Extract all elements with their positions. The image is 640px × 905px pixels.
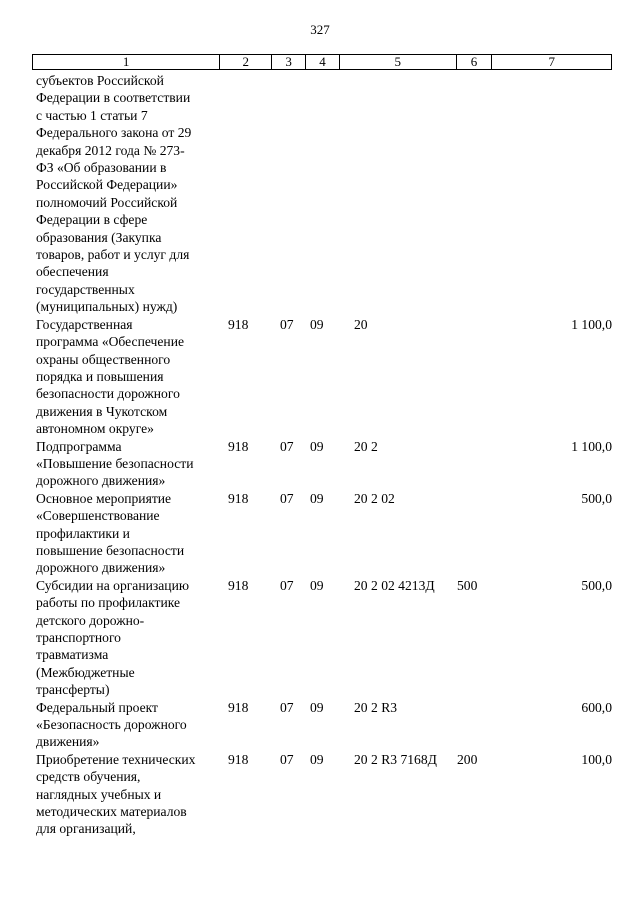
row-section: 07 <box>280 438 294 454</box>
row-expense-type <box>457 438 493 490</box>
table-row <box>32 699 612 751</box>
row-subsection: 09 <box>310 751 324 767</box>
row-section: 07 <box>280 577 294 593</box>
row-name: Государственная программа «Обеспечение охраны общественного порядка и повышения безопасности дорожного движения в Чукотском автономном округе» <box>36 316 184 437</box>
row-subsection <box>306 72 340 316</box>
table-header-row <box>32 54 612 70</box>
row-amount: 1 100,0 <box>571 316 612 332</box>
row-expense-type <box>457 490 493 577</box>
row-admin-code: 918 <box>228 316 249 332</box>
row-admin-code: 918 <box>228 577 249 593</box>
row-expense-type: 500 <box>457 577 478 593</box>
row-name: Подпрограмма «Повышение безопасности дорожного движения» <box>36 438 194 489</box>
row-name: Федеральный проект «Безопасность дорожного движения» <box>36 699 187 750</box>
column-header-6: 6 <box>457 55 493 69</box>
row-amount: 500,0 <box>581 490 612 506</box>
row-amount: 100,0 <box>581 751 612 767</box>
row-target-article: 20 2 02 <box>354 490 395 506</box>
row-amount: 1 100,0 <box>571 438 612 454</box>
row-section <box>272 72 306 316</box>
row-name: Приобретение технических средств обучения, наглядных учебных и методических материалов для организаций, <box>36 751 196 837</box>
row-target-article: 20 2 <box>354 438 378 454</box>
row-subsection: 09 <box>310 699 324 715</box>
row-section: 07 <box>280 316 294 332</box>
row-subsection: 09 <box>310 316 324 332</box>
table-row <box>32 316 612 438</box>
row-target-article: 20 <box>354 316 368 332</box>
row-expense-type <box>457 316 493 438</box>
column-header-2: 2 <box>220 55 272 69</box>
table-row <box>32 490 612 577</box>
row-target-article: 20 2 02 4213Д <box>354 577 435 593</box>
page-number: 327 <box>310 22 330 37</box>
row-admin-code <box>220 72 272 316</box>
table-row <box>32 577 612 699</box>
row-section: 07 <box>280 699 294 715</box>
row-name: Основное мероприятие «Совершенствование профилактики и повышение безопасности дорожного движения» <box>36 490 185 576</box>
table-row <box>32 72 612 316</box>
row-amount: 500,0 <box>581 577 612 593</box>
row-admin-code: 918 <box>228 699 249 715</box>
row-amount: 600,0 <box>581 699 612 715</box>
column-header-7: 7 <box>548 54 555 69</box>
row-name: субъектов Российской Федерации в соответствии с частью 1 статьи 7 Федерального закона от 29 декабря 2012 года № 273- ФЗ «Об образовании в Российской Федерации» полномочий Российской Федерации в сфере образования (Закупка товаров, работ и услуг для обеспечения государственных (муниципальных) нужд) <box>36 73 192 315</box>
row-admin-code: 918 <box>228 751 249 767</box>
row-section: 07 <box>280 490 294 506</box>
row-subsection: 09 <box>310 490 324 506</box>
row-target-article <box>340 72 457 316</box>
row-subsection: 09 <box>310 577 324 593</box>
table-row <box>32 751 612 838</box>
table-row <box>32 438 612 490</box>
column-header-5: 5 <box>340 55 457 69</box>
row-subsection: 09 <box>310 438 324 454</box>
row-target-article: 20 2 R3 7168Д <box>354 751 437 767</box>
row-expense-type: 200 <box>457 751 478 767</box>
row-expense-type <box>457 72 493 316</box>
column-header-3: 3 <box>272 55 306 69</box>
row-name: Субсидии на организацию работы по профилактике детского дорожно- транспортного травматизма (Межбюджетные трансферты) <box>36 577 190 698</box>
column-header-4: 4 <box>306 55 340 69</box>
row-admin-code: 918 <box>228 438 249 454</box>
table-body <box>32 72 612 838</box>
row-admin-code: 918 <box>228 490 249 506</box>
row-section: 07 <box>280 751 294 767</box>
column-header-1: 1 <box>33 55 220 69</box>
row-amount <box>493 72 612 316</box>
row-target-article: 20 2 R3 <box>354 699 398 715</box>
row-expense-type <box>457 699 493 751</box>
